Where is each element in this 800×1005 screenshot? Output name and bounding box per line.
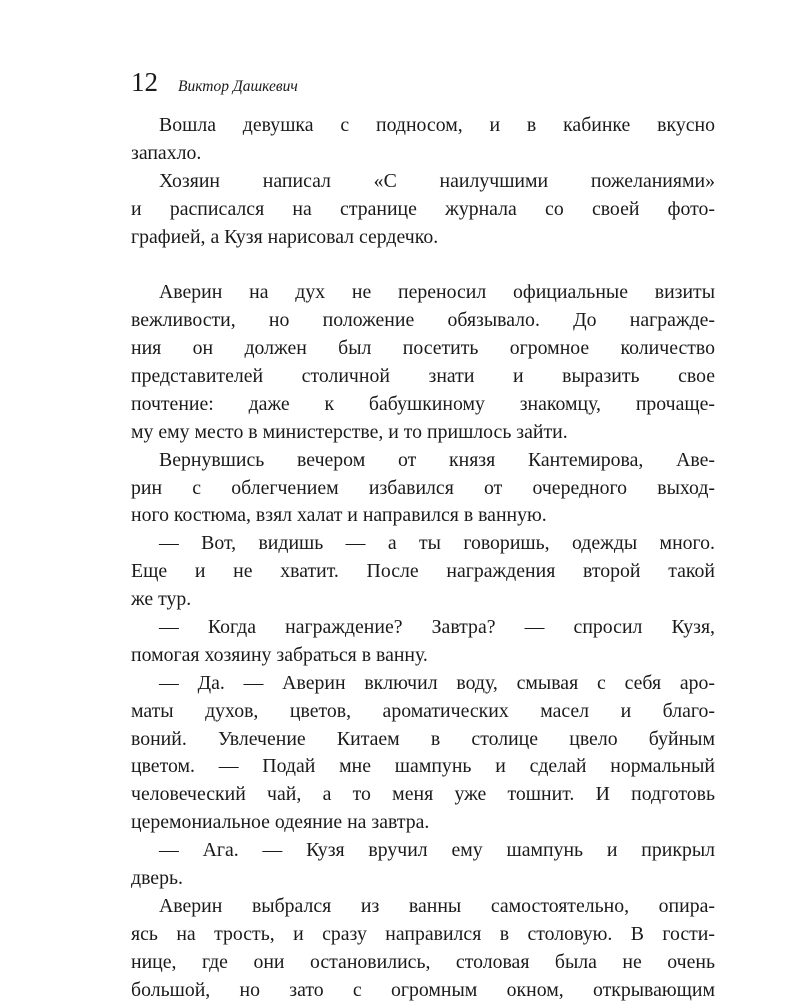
- text-line: Еще и не хватит. После награждения второй такой: [131, 560, 715, 583]
- text-line: цветом. — Подай мне шампунь и сделай нормальный: [131, 755, 715, 778]
- text-line: помогая хозяину забраться в ванну.: [131, 643, 428, 666]
- text-line: ясь на трость, и сразу направился в столовую. В гости-: [131, 922, 715, 945]
- text-line: Аверин выбрался из ванны самостоятельно, опира-: [159, 894, 715, 917]
- text-line: большой, но зато с огромным окном, открывающим: [131, 978, 715, 1001]
- text-line: — Вот, видишь — а ты говоришь, одежды много.: [159, 532, 715, 555]
- text-line: му ему место в министерстве, и то пришлось зайти.: [131, 420, 568, 443]
- text-line: дверь.: [131, 867, 183, 890]
- text-line: Аверин на дух не переносил официальные визиты: [159, 281, 715, 304]
- running-head: [131, 64, 298, 100]
- page-number: 12: [131, 67, 158, 97]
- text-line: — Когда награждение? Завтра? — спросил Кузя,: [159, 616, 715, 639]
- text-line: ного костюма, взял халат и направился в ванную.: [131, 504, 547, 527]
- text-line: человеческий чай, а то меня уже тошнит. И подготовь: [131, 783, 715, 806]
- text-line: и расписался на странице журнала со своей фото-: [131, 197, 715, 220]
- text-line: вежливости, но положение обязывало. До награжде-: [131, 309, 715, 332]
- text-line: рин с облегчением избавился от очередного выход-: [131, 476, 715, 499]
- text-line: — Да. — Аверин включил воду, смывая с себя аро-: [159, 671, 715, 694]
- text-line: запахло.: [131, 141, 202, 164]
- text-line: нице, где они остановились, столовая была не очень: [131, 950, 715, 973]
- text-line: воний. Увлечение Китаем в столице цвело буйным: [131, 727, 715, 750]
- text-line: же тур.: [131, 588, 192, 611]
- section-break: [131, 251, 715, 279]
- body-text: [131, 112, 715, 1005]
- text-line: — Ага. — Кузя вручил ему шампунь и прикрыл: [159, 839, 715, 862]
- text-line: церемониальное одеяние на завтра.: [131, 811, 430, 834]
- header-author: Виктор Дашкевич: [178, 78, 298, 95]
- text-line: Вернувшись вечером от князя Кантемирова, Аве-: [159, 448, 715, 471]
- text-line: Вошла девушка с подносом, и в кабинке вкусно: [159, 114, 715, 136]
- text-line: ния он должен был посетить огромное количество: [131, 337, 715, 360]
- text-line: представителей столичной знати и выразить свое: [131, 365, 715, 388]
- text-line: Хозяин написал «С наилучшими пожеланиями»: [159, 169, 715, 192]
- text-line: почтение: даже к бабушкиному знакомцу, прочаще-: [131, 392, 715, 415]
- text-line: графией, а Кузя нарисовал сердечко.: [131, 225, 439, 248]
- text-line: маты духов, цветов, ароматических масел и благо-: [131, 699, 715, 722]
